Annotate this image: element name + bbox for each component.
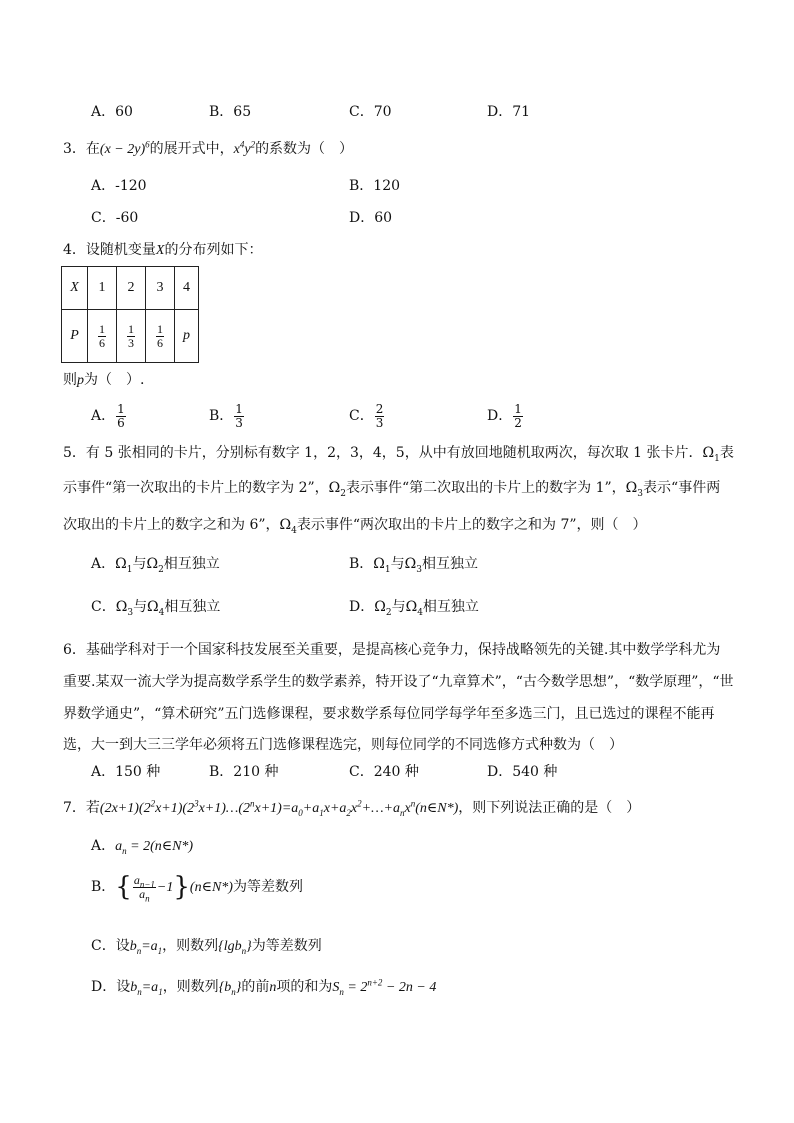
q4-option-b [209, 403, 245, 429]
option-text: 相互独立 [422, 599, 479, 615]
fraction-den: 2 [514, 415, 522, 430]
q6-option-a: A．150 种 [91, 764, 161, 780]
right-brace: } [173, 872, 190, 903]
q3-stem [63, 141, 353, 159]
option-text: 项的和为 [276, 979, 333, 995]
option-text: 与Ω [133, 599, 159, 615]
q5-line-2 [63, 480, 720, 497]
option-text: 为等差数列 [251, 938, 322, 954]
q6-option-d: D．540 种 [487, 764, 558, 780]
q5-line-1 [63, 445, 734, 462]
q3-option-c: C．-60 [91, 210, 139, 226]
q7-equation: $(2x+1)(2^2x+1)(2^3x+1)\dots(2^nx+1)=a_0+a_1x+a_2x^2+\dots+a_nx^n(n\in N*)$ [99, 798, 459, 818]
fraction-num: 1 [99, 321, 105, 336]
q5-option-c [91, 599, 220, 616]
q7-option-c [91, 938, 322, 956]
option-text: ，则数列 [162, 979, 219, 995]
fraction-num: 1 [157, 321, 163, 336]
q5-text: 表示事件“两次取出的卡片上的数字之和为 7”，则（ ） [296, 517, 647, 533]
q2-option-b: B．65 [209, 104, 252, 120]
q7-suffix: ，则下列说法正确的是（ ） [458, 800, 641, 816]
q5-text: 表 [719, 445, 734, 461]
option-text: 为等差数列 [232, 879, 303, 896]
q7-option-c-math: $b_n=a_1$ [129, 939, 163, 956]
q4-ask [63, 372, 144, 390]
q4-option-d [487, 403, 524, 429]
q6-line-1: 6．基础学科对于一个国家科技发展至关重要，是提高核心竞争力，保持战略领先的关键.其中数学学科尤为 [63, 642, 721, 658]
table-row [62, 310, 199, 363]
q5-text: 表示事件“第二次取出的卡片上的数字为 1”，Ω [346, 480, 638, 496]
distribution-table [61, 266, 199, 363]
q7-prefix: 7．若 [63, 800, 100, 816]
option-text: 与Ω [390, 556, 417, 572]
q3-mid: 的展开式中， [149, 141, 234, 157]
table-cell-p: P [62, 310, 88, 363]
subscript: 3 [416, 564, 422, 575]
q5-text: 表示“事件两 [643, 480, 721, 496]
q6-option-c: C．240 种 [349, 764, 419, 780]
table-cell [117, 310, 146, 363]
q7-option-b-minus: −1 [156, 880, 174, 896]
q6-line-2: 重要.某双一流大学为提高数学系学生的数学素养，特开设了“九章算术”，“古今数学思想”，“数学原理”，“世 [63, 674, 734, 690]
table-cell: p [175, 310, 199, 363]
q7-option-b-domain: (n∈N*) [189, 880, 233, 896]
q7-option-a-math: $a_n$ = 2(n∈N*) [115, 839, 194, 856]
subscript: 3 [637, 488, 644, 499]
fraction-den: 3 [375, 415, 384, 430]
option-text: 的前 [241, 979, 270, 995]
option-text: 相互独立 [164, 599, 221, 615]
option-text: C．Ω [91, 599, 128, 615]
option-var: n [269, 980, 277, 995]
table-cell: 3 [146, 267, 175, 310]
table-cell-x: X [62, 267, 88, 310]
fraction-num: 1 [117, 402, 125, 416]
fraction-den: 3 [235, 415, 243, 430]
fraction-num: 1 [514, 402, 522, 416]
table-cell [88, 310, 117, 363]
q7-option-b [91, 872, 303, 903]
fraction-num: $a_{n-1}$ [133, 873, 155, 890]
q5-text: 次取出的卡片上的数字之和为 6”，Ω [63, 517, 292, 533]
fraction-num: 1 [235, 402, 243, 416]
q2-option-a: A．60 [91, 104, 133, 120]
q4-ask-var: p [77, 373, 84, 388]
q3-option-b: B．120 [349, 178, 401, 194]
q5-line-3 [63, 517, 647, 534]
option-text: C．设 [91, 938, 130, 954]
q7-option-d-sum: $S_n = 2^{n+2} - 2n - 4$ [332, 977, 437, 997]
subscript: 4 [417, 607, 423, 618]
q6-option-b: B．210 种 [209, 764, 279, 780]
option-label: D． [487, 408, 513, 425]
subscript: 4 [158, 607, 165, 618]
option-label: C． [349, 408, 374, 425]
table-cell: 1 [88, 267, 117, 310]
q2-option-d: D．71 [487, 104, 531, 120]
q4-option-c [349, 403, 385, 429]
q4-intro-end: 的分布列如下： [164, 242, 263, 258]
subscript: 3 [127, 607, 134, 618]
q5-option-a [91, 556, 220, 573]
option-text: 相互独立 [163, 556, 220, 572]
subscript: 1 [126, 564, 133, 575]
option-text: 与Ω [391, 599, 418, 615]
q7-option-c-seq: {lgb$_n$} [218, 939, 252, 956]
option-text: B．Ω [349, 556, 385, 572]
option-text: 相互独立 [421, 556, 478, 572]
q6-line-3: 界数学通史”，“算术研究”五门选修课程，要求数学系每位同学每学年至多选三门，且已选过的课程不能再 [63, 706, 715, 722]
option-label: B． [91, 879, 116, 896]
q7-option-d [91, 979, 436, 997]
q5-option-b [349, 556, 478, 573]
q4-var-x: X [155, 243, 165, 258]
q2-option-c: C．70 [349, 104, 392, 120]
q7-option-d-math: $b_n=a_1$ [130, 980, 163, 997]
q3-term: $x^4y^2$ [233, 139, 256, 157]
q4-stem [63, 242, 262, 260]
fraction-den: 6 [157, 335, 163, 350]
fraction-den: 6 [99, 335, 105, 350]
subscript: 2 [340, 488, 347, 499]
subscript: 2 [158, 564, 164, 575]
q3-option-a: A．-120 [91, 178, 147, 194]
option-text: D．设 [91, 979, 131, 995]
option-text: 与Ω [132, 556, 159, 572]
q4-option-a [91, 403, 127, 429]
q3-suffix: 的系数为（ ） [255, 141, 354, 157]
q7-option-d-seq: $\{b_n\}$ [218, 980, 242, 997]
q3-option-d: D．60 [349, 210, 393, 226]
q5-text: 示事件“第一次取出的卡片上的数字为 2”，Ω [63, 480, 341, 496]
option-label: A． [91, 408, 116, 425]
table-cell: 4 [175, 267, 199, 310]
option-label: A． [91, 838, 116, 854]
fraction-num: 2 [375, 402, 384, 416]
fraction-num: 1 [128, 321, 134, 336]
table-cell: 2 [117, 267, 146, 310]
q6-line-4: 选，大一到大三三学年必须将五门选修课程选完，则每位同学的不同选修方式种数为（ ） [63, 737, 623, 753]
option-text: A．Ω [91, 556, 127, 572]
q4-ask-suffix: 为（ ）. [84, 372, 145, 388]
subscript: 2 [385, 607, 392, 618]
q4-intro: 4．设随机变量 [63, 242, 156, 258]
option-label: B． [209, 408, 234, 425]
fraction-den: 3 [128, 335, 134, 350]
fraction-den: 6 [117, 415, 125, 430]
q7-stem [63, 800, 640, 818]
subscript: 1 [714, 453, 720, 464]
table-row [62, 267, 199, 310]
table-cell [146, 310, 175, 363]
option-text: D．Ω [349, 599, 386, 615]
left-brace: { [115, 872, 132, 903]
q3-binomial: $(x - 2y)^6$ [99, 139, 150, 157]
q3-prefix: 3．在 [63, 141, 100, 157]
fraction-den: $a_n$ [139, 886, 150, 903]
q7-fraction [133, 873, 156, 903]
subscript: 1 [384, 564, 391, 575]
q4-ask-prefix: 则 [63, 372, 77, 388]
q5-text: 5．有 5 张相同的卡片，分别标有数字 1，2，3，4，5，从中有放回地随机取两次，每次取 1 张卡片．Ω [63, 445, 715, 461]
q7-option-a [91, 838, 193, 856]
subscript: 4 [291, 525, 297, 536]
q5-option-d [349, 599, 479, 616]
option-text: ，则数列 [162, 938, 219, 954]
